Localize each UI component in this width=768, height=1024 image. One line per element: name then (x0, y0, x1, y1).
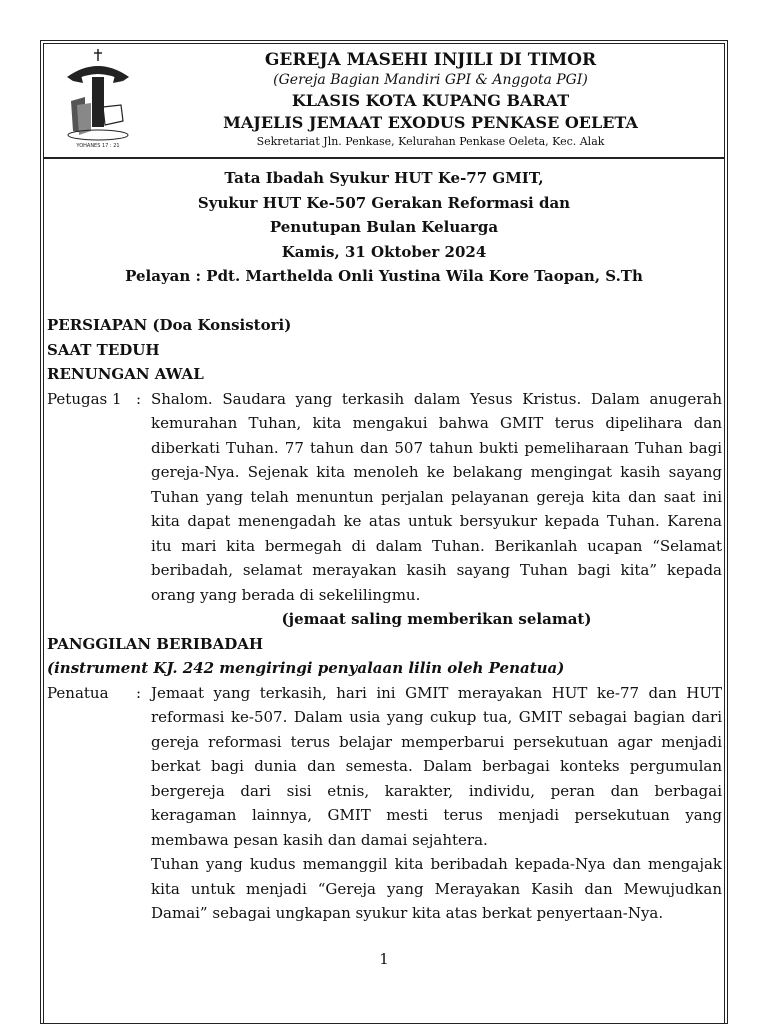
title-line-2: Syukur HUT Ke-507 Gerakan Reformasi dan (197, 193, 571, 212)
service-date: Kamis, 31 Oktober 2024 (281, 242, 487, 261)
speaker-colon: : (136, 389, 142, 408)
rubric-jemaat: (jemaat saling memberikan selamat) (281, 610, 592, 628)
penatua-text-1: Jemaat yang terkasih, hari ini GMIT merayakan HUT ke-77 dan HUT reformasi ke-507. Dalam usia yang cukup tua, GMIT sebagai bagian dari gereja reformasi terus belajar memperbarui persekutuan agar menjadi berkat bagi dunia dan semesta. Dalam berbagai konteks pergumulan bergereja dari sisi etnis, karakter, individu, peran dan berbagai keragaman lainnya, GMIT mesti terus menjadi persekutuan yang membawa pesan kasih dan damai sejahtera. (151, 683, 722, 849)
title-line-3: Penutupan Bulan Keluarga (269, 218, 499, 236)
speaker-name: Penatua (47, 683, 109, 702)
secretariat-address: Sekretariat Jln. Penkase, Kelurahan Penkase Oeleta, Kec. Alak (256, 135, 605, 148)
church-logo-icon (61, 47, 135, 151)
speaker-label (47, 681, 142, 926)
logo-caption: YOHANES 17 : 21 (76, 143, 120, 149)
title-line-1: Tata Ibadah Syukur HUT Ke-77 GMIT, (224, 169, 544, 187)
petugas-paragraph (47, 387, 725, 608)
church-name: GEREJA MASEHI INJILI DI TIMOR (264, 50, 597, 70)
rubric-instrument: (instrument KJ. 242 mengiringi penyalaan lilin oleh Penatua) (47, 659, 565, 677)
pelayan-line: Pelayan : Pdt. Marthelda Onli Yustina Wila Kore Taopan, S.Th (125, 267, 643, 285)
majelis-name: MAJELIS JEMAAT EXODUS PENKASE OELETA (223, 113, 638, 132)
speaker-text: Shalom. Saudara yang terkasih dalam Yesus Kristus. Dalam anugerah kemurahan Tuhan, kita mengakui bahwa GMIT terus dipelihara dan diberkati Tuhan. 77 tahun dan 507 tahun bukti pemeliharaan Tuhan bagi gereja-Nya. Sejenak kita menoleh ke belakang mengingat kasih sayang Tuhan yang telah menuntun perjalan pelayanan gereja kita dan saat ini kita dapat menengadah ke atas untuk bersyukur kepada Tuhan. Karena itu mari kita bermegah di dalam Tuhan. Berikanlah ucapan “Selamat beribadah, selamat merayakan kasih sayang Tuhan bagi kita” kepada orang yang berada di sekelilingmu. (151, 389, 722, 604)
penatua-text-2: Tuhan yang kudus memanggil kita beribadah kepada-Nya dan mengajak kita untuk menjadi “Gereja yang Merayakan Kasih dan Mewujudkan Damai” sebagai ungkapan syukur kita atas berkat penyertaan-Nya. (151, 855, 722, 922)
heading-persiapan: PERSIAPAN (Doa Konsistori) (47, 316, 292, 334)
speaker-name: Petugas 1 (47, 389, 122, 408)
heading-panggilan: PANGGILAN BERIBADAH (47, 634, 264, 653)
liturgy-body (47, 313, 725, 926)
letterhead-text (183, 49, 678, 150)
speaker-label (47, 387, 142, 608)
klasis-name: KLASIS KOTA KUPANG BARAT (291, 91, 570, 110)
speaker-text (151, 681, 722, 926)
penatua-paragraph (47, 681, 725, 926)
liturgy-title-block (43, 166, 725, 289)
heading-saat-teduh: SAAT TEDUH (47, 340, 160, 359)
speaker-colon: : (136, 683, 142, 702)
heading-renungan-awal: RENUNGAN AWAL (47, 365, 204, 383)
page-number: 1 (379, 950, 389, 968)
letterhead (43, 43, 725, 159)
church-subtitle: (Gereja Bagian Mandiri GPI & Anggota PGI) (273, 72, 588, 88)
